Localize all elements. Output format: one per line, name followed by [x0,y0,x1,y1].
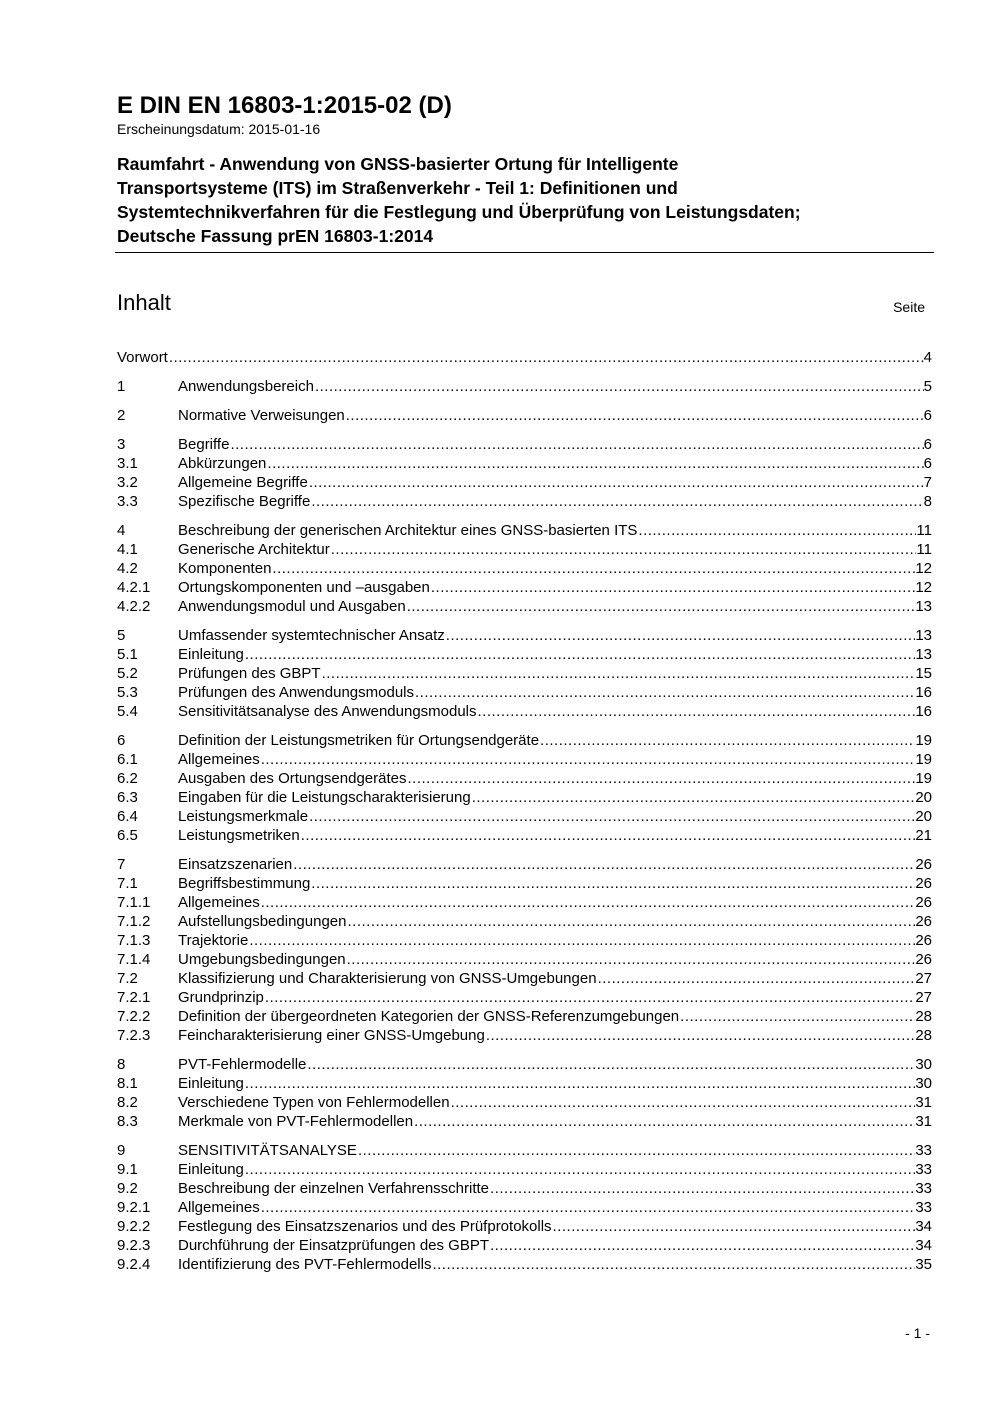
toc-dot-leader [346,912,915,931]
toc-entry[interactable] [117,492,932,511]
toc-entry-title: Anwendungsbereich [178,378,314,395]
toc-entry-title: Ausgaben des Ortungsendgerätes [178,770,407,787]
toc-entry[interactable] [117,1093,932,1112]
toc-entry-page: 33 [915,1180,932,1197]
toc-dot-leader [168,348,924,367]
toc-entry[interactable] [117,874,932,893]
toc-dot-leader [314,377,924,396]
toc-page-label: Seite [893,299,925,315]
toc-entry-title: Beschreibung der einzelnen Verfahrensschritte [178,1180,490,1197]
toc-entry-number: 4.2.1 [117,579,151,596]
toc-dot-leader [431,1255,915,1274]
toc-entry-number: 8.2 [117,1094,138,1111]
toc-entry-page: 13 [915,646,932,663]
toc-entry-page: 15 [915,665,932,682]
toc-dot-leader [679,1007,915,1026]
toc-entry-number: 7.1.4 [117,951,151,968]
toc-entry-title: Leistungsmerkmale [178,808,309,825]
toc-dot-leader [637,521,916,540]
toc-dot-leader [308,473,924,492]
toc-entry-number: 9.2.4 [117,1256,151,1273]
toc-group [117,348,932,367]
toc-entry[interactable] [117,1074,932,1093]
toc-entry-title: Identifizierung des PVT-Fehlermodells [178,1256,432,1273]
toc-dot-leader [271,559,915,578]
toc-group [117,435,932,511]
toc-dot-leader [330,540,917,559]
toc-dot-leader [406,597,916,616]
toc-entry[interactable] [117,912,932,931]
toc-entry-page: 26 [915,913,932,930]
toc-entry-number: 4.2 [117,560,138,577]
toc-entry-title: Durchführung der Einsatzprüfungen des GBPT [178,1237,490,1254]
toc-entry-title: Einleitung [178,1075,244,1092]
toc-entry-number: 5 [117,627,126,644]
toc-entry-number: 9.2.2 [117,1218,151,1235]
toc-entry[interactable] [117,931,932,950]
toc-entry-number: 9.2 [117,1180,138,1197]
toc-entry-title: Festlegung des Einsatzszenarios und des Prüfprotokolls [178,1218,552,1235]
toc-entry[interactable] [117,1055,932,1074]
toc-entry-title: Sensitivitätsanalyse des Anwendungsmoduls [178,703,477,720]
toc-entry-title: Definition der Leistungsmetriken für Ortungsendgeräte [178,732,540,749]
toc-entry-title: Einleitung [178,646,244,663]
toc-entry-number: 3 [117,436,126,453]
toc-entry-page: 33 [915,1161,932,1178]
toc-group [117,377,932,396]
toc-entry-number: 9.2.1 [117,1199,151,1216]
toc-entry[interactable] [117,988,932,1007]
toc-entry-number: 4 [117,522,126,539]
toc-entry-page: 26 [915,875,932,892]
toc-entry-number: 7.2.1 [117,989,151,1006]
toc-entry-title: Einleitung [178,1161,244,1178]
toc-entry-page: 13 [915,598,932,615]
toc-dot-leader [357,1141,915,1160]
toc-entry-number: 5.1 [117,646,138,663]
toc-dot-leader [266,454,923,473]
toc-entry[interactable] [117,377,932,396]
toc-entry-title: Trajektorie [178,932,249,949]
toc-entry-number: 1 [117,378,126,395]
toc-entry-page: 16 [915,684,932,701]
toc-entry-number: 6.4 [117,808,138,825]
toc-group [117,626,932,721]
toc-entry[interactable] [117,473,932,492]
toc-entry-title: Vorwort [117,349,168,366]
toc-dot-leader [430,578,915,597]
toc-entry-title: Anwendungsmodul und Ausgaben [178,598,406,615]
toc-dot-leader [260,1198,916,1217]
toc-entry[interactable] [117,406,932,425]
toc-heading: Inhalt [117,290,171,315]
toc-dot-leader [414,683,915,702]
toc-entry[interactable] [117,626,932,645]
toc-group [117,521,932,616]
toc-entry-title: Allgemeines [178,751,260,768]
toc-dot-leader [264,988,915,1007]
toc-entry-page: 34 [915,1237,932,1254]
toc-entry[interactable] [117,1026,932,1045]
toc-entry[interactable] [117,1255,932,1274]
toc-entry[interactable] [117,1179,932,1198]
toc-dot-leader [260,893,916,912]
toc-entry-title: Grundprinzip [178,989,264,1006]
toc-entry[interactable] [117,788,932,807]
toc-dot-leader [552,1217,916,1236]
toc-entry-number: 6.2 [117,770,138,787]
toc-entry-number: 9.2.3 [117,1237,151,1254]
toc-entry-number: 3.2 [117,474,138,491]
toc-entry-page: 7 [923,474,932,491]
toc-entry-page: 31 [915,1094,932,1111]
toc-entry-title: Aufstellungsbedingungen [178,913,347,930]
toc-dot-leader [597,969,916,988]
toc-entry[interactable] [117,1112,932,1131]
toc-entry-title: Eingaben für die Leistungscharakterisierung [178,789,471,806]
toc-entry-title: Normative Verweisungen [178,407,345,424]
toc-entry-page: 34 [915,1218,932,1235]
toc-entry-page: 12 [915,560,932,577]
toc-entry[interactable] [117,1217,932,1236]
toc-entry-number: 6 [117,732,126,749]
toc-entry[interactable] [117,769,932,788]
toc-entry-title: Leistungsmetriken [178,827,300,844]
toc-entry-title: Begriffsbestimmung [178,875,311,892]
toc-entry-number: 7.2.3 [117,1027,151,1044]
toc-entry[interactable] [117,969,932,988]
toc-entry-page: 4 [923,349,932,366]
toc-entry-number: 6.1 [117,751,138,768]
toc-dot-leader [346,950,916,969]
toc-entry-number: 3.3 [117,493,138,510]
toc-entry-page: 16 [915,703,932,720]
toc-entry-number: 8.3 [117,1113,138,1130]
toc-entry[interactable] [117,855,932,874]
toc-entry-number: 8 [117,1056,126,1073]
toc-entry-title: Merkmale von PVT-Fehlermodellen [178,1113,414,1130]
toc-entry[interactable] [117,950,932,969]
toc-entry-title: Abkürzungen [178,455,267,472]
toc-dot-leader [244,645,915,664]
toc-entry-page: 28 [915,1027,932,1044]
toc-entry-number: 7 [117,856,126,873]
document-id: E DIN EN 16803-1:2015-02 (D) [117,92,452,119]
toc-entry-page: 13 [915,627,932,644]
toc-entry-page: 33 [915,1199,932,1216]
toc-entry-title: Feincharakterisierung einer GNSS-Umgebung [178,1027,485,1044]
toc-entry[interactable] [117,454,932,473]
toc-entry-title: Ortungskomponenten und –ausgaben [178,579,430,596]
toc-entry[interactable] [117,521,932,540]
toc-entry-number: 7.1.3 [117,932,151,949]
toc-dot-leader [244,1074,915,1093]
toc-entry[interactable] [117,826,932,845]
toc-entry-number: 6.5 [117,827,138,844]
toc-dot-leader [477,702,916,721]
toc-entry[interactable] [117,807,932,826]
toc-entry[interactable] [117,702,932,721]
toc-entry[interactable] [117,540,932,559]
title-line: Systemtechnikverfahren für die Festlegung und Überprüfung von Leistungsdaten; [117,202,801,222]
toc-entry-page: 26 [915,856,932,873]
toc-entry-title: Beschreibung der generischen Architektur eines GNSS-basierten ITS [178,522,638,539]
toc-entry-page: 21 [915,827,932,844]
toc-entry-page: 35 [915,1256,932,1273]
toc-entry-page: 30 [915,1056,932,1073]
title-divider [115,252,934,253]
toc-entry-number: 5.4 [117,703,138,720]
toc-entry-number: 3.1 [117,455,138,472]
toc-entry-page: 19 [915,770,932,787]
toc-entry[interactable] [117,893,932,912]
toc-entry-number: 5.3 [117,684,138,701]
toc-entry-title: Generische Architektur [178,541,330,558]
toc-entry-number: 4.1 [117,541,138,558]
toc-dot-leader [445,626,916,645]
document-header [117,92,934,250]
toc-entry-number: 7.2.2 [117,1008,151,1025]
toc-dot-leader [244,1160,915,1179]
toc-entry-page: 6 [923,407,932,424]
toc-entry[interactable] [117,578,932,597]
toc-entry[interactable] [117,1160,932,1179]
toc-entry-page: 6 [923,455,932,472]
toc-entry-page: 5 [923,378,932,395]
toc-entry-title: Verschiedene Typen von Fehlermodellen [178,1094,450,1111]
toc-dot-leader [345,406,924,425]
toc-entry[interactable] [117,1198,932,1217]
toc-entry[interactable] [117,435,932,454]
toc-entry-page: 8 [923,493,932,510]
toc-entry[interactable] [117,348,932,367]
toc-dot-leader [229,435,923,454]
toc-entry[interactable] [117,1007,932,1026]
toc-entry-number: 7.1.1 [117,894,151,911]
toc-entry[interactable] [117,559,932,578]
publication-date: Erscheinungsdatum: 2015-01-16 [117,121,321,137]
toc-dot-leader [306,1055,915,1074]
toc-entry-page: 20 [915,808,932,825]
toc-entry-page: 33 [915,1142,932,1159]
toc-entry-title: Prüfungen des Anwendungsmoduls [178,684,415,701]
toc-group [117,1055,932,1131]
toc-entry-page: 28 [915,1008,932,1025]
toc-dot-leader [489,1179,915,1198]
toc-entry[interactable] [117,1236,932,1255]
toc-entry-page: 31 [915,1113,932,1130]
toc-group [117,406,932,425]
toc-entry-number: 6.3 [117,789,138,806]
toc-entry-page: 11 [916,522,932,539]
toc-entry-page: 26 [915,951,932,968]
toc-dot-leader [308,807,915,826]
toc-entry-title: Spezifische Begriffe [178,493,311,510]
toc-group [117,731,932,845]
toc-entry-number: 7.2 [117,970,138,987]
toc-entry-page: 19 [915,751,932,768]
toc-entry[interactable] [117,1141,932,1160]
toc-entry-title: Komponenten [178,560,272,577]
document-title [117,152,934,250]
toc-dot-leader [471,788,916,807]
toc-entry-page: 26 [915,932,932,949]
toc-entry-page: 12 [915,579,932,596]
toc-entry[interactable] [117,683,932,702]
toc-entry-title: Umgebungsbedingungen [178,951,346,968]
toc-dot-leader [485,1026,916,1045]
toc-entry-number: 7.1.2 [117,913,151,930]
toc-dot-leader [321,664,916,683]
toc-entry[interactable] [117,731,932,750]
toc-dot-leader [450,1093,916,1112]
toc-entry[interactable] [117,597,932,616]
toc-dot-leader [489,1236,915,1255]
toc-entry-number: 7.1 [117,875,138,892]
toc-entry-title: Umfassender systemtechnischer Ansatz [178,627,445,644]
toc-entry-number: 9 [117,1142,126,1159]
toc-dot-leader [292,855,915,874]
toc-entry-page: 11 [916,541,932,558]
toc-dot-leader [413,1112,915,1131]
toc-entry[interactable] [117,645,932,664]
toc-entry-title: Definition der übergeordneten Kategorien der GNSS-Referenzumgebungen [178,1008,680,1025]
toc-entry-title: Klassifizierung und Charakterisierung von GNSS-Umgebungen [178,970,597,987]
page-number: - 1 - [905,1325,930,1341]
toc-entry-title: Begriffe [178,436,230,453]
toc-entry-number: 2 [117,407,126,424]
toc-entry-page: 27 [915,989,932,1006]
toc-entry-title: PVT-Fehlermodelle [178,1056,307,1073]
toc-entry-title: Prüfungen des GBPT [178,665,321,682]
toc-entry-page: 6 [923,436,932,453]
toc-entry-title: Einsatzszenarien [178,856,293,873]
toc-group [117,1141,932,1274]
toc-entry-page: 26 [915,894,932,911]
toc-entry-number: 4.2.2 [117,598,151,615]
toc-entry-page: 20 [915,789,932,806]
toc-entry-page: 19 [915,732,932,749]
toc-entry[interactable] [117,750,932,769]
toc-dot-leader [539,731,915,750]
toc-entry-number: 8.1 [117,1075,138,1092]
toc-entry-title: Allgemeine Begriffe [178,474,308,491]
toc-dot-leader [310,874,915,893]
table-of-contents [117,348,932,1274]
title-line: Transportsysteme (ITS) im Straßenverkehr - Teil 1: Definitionen und [117,178,678,198]
toc-entry-number: 5.2 [117,665,138,682]
toc-entry-title: Allgemeines [178,894,260,911]
toc-dot-leader [248,931,915,950]
toc-group [117,855,932,1045]
toc-dot-leader [300,826,916,845]
toc-entry[interactable] [117,664,932,683]
title-line: Raumfahrt - Anwendung von GNSS-basierter Ortung für Intelligente [117,154,679,174]
title-line: Deutsche Fassung prEN 16803-1:2014 [117,226,434,246]
toc-entry-title: Allgemeines [178,1199,260,1216]
toc-entry-number: 9.1 [117,1161,138,1178]
toc-entry-title: SENSITIVITÄTSANALYSE [178,1142,357,1159]
toc-dot-leader [310,492,923,511]
toc-dot-leader [407,769,916,788]
toc-entry-page: 27 [915,970,932,987]
toc-dot-leader [260,750,916,769]
toc-entry-page: 30 [915,1075,932,1092]
